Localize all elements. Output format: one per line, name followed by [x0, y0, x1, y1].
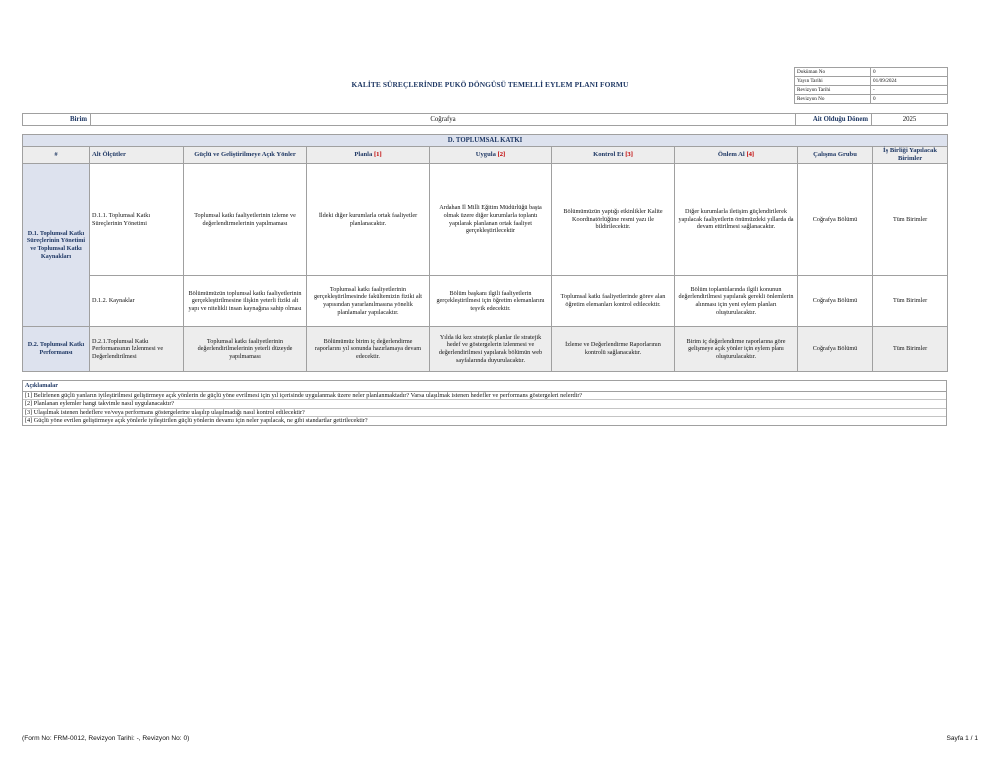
col-header-uygula — [430, 147, 552, 164]
planla-label: Planla — [354, 151, 373, 159]
onlem-cell: Birim iç değerlendirme raporlarına göre gelişmeye açık yönler için eylem planı oluşturulacaktır. — [675, 327, 798, 372]
onlem-cell: Bölüm toplantılarında ilgili konunun değerlendirilmesi yapılarak gerekli önlemlerin alınması için yeni eylem planları oluşturulacaktır. — [675, 276, 798, 327]
meta-value: - — [871, 86, 948, 95]
note-ref: [1] — [25, 391, 33, 399]
table-row — [23, 327, 948, 372]
meta-label: Doküman No — [795, 68, 871, 77]
kontrol-label: Kontrol Et — [593, 151, 624, 159]
kontrol-cell: Bölümümüzün yaptığı etkinlikler Kalite Koordinatörlüğüne resmi yazı ile bildirilecektir. — [552, 164, 675, 276]
kontrol-cell: İzleme ve Değerlendirme Raporlarının kontrolü sağlanacaktır. — [552, 327, 675, 372]
alt-olcut-cell: D.1.2. Kaynaklar — [90, 276, 184, 327]
col-header-alt: Alt Ölçütler — [90, 147, 184, 164]
uygula-label: Uygula — [475, 151, 496, 159]
table-row — [23, 276, 948, 327]
isbirligi-cell: Tüm Birimler — [873, 276, 948, 327]
onlem-ref: [4] — [746, 151, 755, 159]
action-plan-table — [22, 134, 948, 372]
guclu-cell: Toplumsal katkı faaliyetlerinin izleme ve değerlendirmelerinin yapılmaması — [184, 164, 307, 276]
col-header-grup: Çalışma Grubu — [798, 147, 873, 164]
meta-label: Revizyon Tarihi — [795, 86, 871, 95]
meta-value: 0 — [871, 68, 948, 77]
kontrol-cell: Toplumsal katkı faaliyetlerinde görev alan öğretim elemanları kontrol edilecektir. — [552, 276, 675, 327]
planla-cell: İldeki diğer kurumlarla ortak faaliyetler planlanacaktır. — [307, 164, 430, 276]
period-value: 2025 — [872, 114, 948, 126]
meta-value: 0 — [871, 95, 948, 104]
notes-title: Açıklamalar — [23, 381, 946, 392]
col-header-onlem — [675, 147, 798, 164]
unit-info-table — [22, 113, 948, 126]
grup-cell: Coğrafya Bölümü — [798, 164, 873, 276]
group-header-d2: D.2. Toplumsal Katkı Performansı — [23, 327, 90, 372]
notes-section — [22, 380, 947, 426]
uygula-cell: Bölüm başkanı ilgili faaliyetlerin gerçekleştirilmesi için öğretim elemanlarını teşvik edecektir. — [430, 276, 552, 327]
note-text: Belirlenen güçlü yanların iyileştirilmesi geliştirmeye açık yönlerin de güçlü yöne evrilmesi için yıl içerisinde uygulanmak üzere neler planlanmaktadır? Varsa ulaşılmak istenen hedefler ve performans göstergeleri nelerdir? — [33, 391, 583, 399]
onlem-cell: Diğer kurumlarla iletişim güçlendirilerek yapılacak faaliyetlerin önümüzdeki yıllarda da devam ettirilmesi sağlanacaktır. — [675, 164, 798, 276]
period-label: Ait Olduğu Dönem — [796, 114, 872, 126]
meta-label: Revizyon No — [795, 95, 871, 104]
planla-ref: [1] — [373, 151, 382, 159]
note-text: Planlanan eylemler hangi takvimle nasıl uygulanacaktır? — [33, 400, 175, 408]
note-ref: [2] — [25, 400, 33, 408]
section-title: D. TOPLUMSAL KATKI — [23, 135, 948, 147]
guclu-cell: Toplumsal katkı faaliyetlerinin değerlendirilmelerinin yeterli düzeyde yapılmaması — [184, 327, 307, 372]
meta-value: 01/09/2024 — [871, 77, 948, 86]
col-header-isbirligi: İş Birliği Yapılacak Birimler — [873, 147, 948, 164]
col-header-no: # — [23, 147, 90, 164]
meta-label: Yayın Tarihi — [795, 77, 871, 86]
birim-value: Coğrafya — [91, 114, 796, 126]
planla-cell: Toplumsal katkı faaliyetlerinin gerçekleştirilmesinde fakültemizin fiziki alt yapısından yararlanılmasına yönelik planlamalar yapılacaktır. — [307, 276, 430, 327]
col-header-guclu: Güçlü ve Geliştirilmeye Açık Yönler — [184, 147, 307, 164]
uygula-cell: Yılda iki kez stratejik planlar ile stratejik hedef ve göstergelerin izlenmesi ve değerlendirilmesi yapılarak bölümün web sayfalarında duyurulacaktır. — [430, 327, 552, 372]
col-header-kontrol — [552, 147, 675, 164]
form-title: KALİTE SÜREÇLERİNDE PUKÖ DÖNGÜSÜ TEMELLİ EYLEM PLANI FORMU — [351, 80, 629, 89]
group-header-d1: D.1. Toplumsal Katkı Süreçlerinin Yönetimi ve Toplumsal Katkı Kaynakları — [23, 164, 90, 327]
note-item — [23, 409, 946, 418]
document-meta-table — [794, 67, 948, 104]
note-text: Ulaşılmak istenen hedeflere ve/veya performans göstergelerine ulaşılıp ulaşılmadığı nasıl kontrol edilecektir? — [33, 408, 305, 416]
note-item — [23, 400, 946, 409]
onlem-label: Önlem Al — [717, 151, 745, 159]
isbirligi-cell: Tüm Birimler — [873, 327, 948, 372]
kontrol-ref: [3] — [625, 151, 633, 159]
col-header-planla — [307, 147, 430, 164]
note-ref: [4] — [25, 417, 33, 425]
planla-cell: Bölümümüz birim iç değerlendirme raporlarını yıl sonunda hazırlamaya devam edecektir. — [307, 327, 430, 372]
note-text: Güçlü yöne evrilen geliştirmeye açık yönlerle iyileştirilen güçlü yönlerin devamı için neler yapılacak, ne gibi standartlar getirilecektir? — [33, 417, 368, 425]
uygula-ref: [2] — [497, 151, 506, 159]
isbirligi-cell: Tüm Birimler — [873, 164, 948, 276]
grup-cell: Coğrafya Bölümü — [798, 276, 873, 327]
note-item — [23, 392, 946, 401]
grup-cell: Coğrafya Bölümü — [798, 327, 873, 372]
footer-form-info: (Form No: FRM-0012, Revizyon Tarihi: -, Revizyon No: 0) — [22, 735, 190, 742]
birim-label: Birim — [23, 114, 91, 126]
guclu-cell: Bölümümüzün toplumsal katkı faaliyetlerinin gerçekleştirilmesine ilişkin yeterli fiziki alt yapı ve nitelikli insan kaynağına sahip olması — [184, 276, 307, 327]
alt-olcut-cell: D.2.1.Toplumsal Katkı Performansının İzlenmesi ve Değerlendirilmesi — [90, 327, 184, 372]
alt-olcut-cell: D.1.1. Toplumsal Katkı Süreçlerinin Yönetimi — [90, 164, 184, 276]
table-row — [23, 164, 948, 276]
uygula-cell: Ardahan İl Milli Eğitim Müdürlüğü başta olmak üzere diğer kurumlarla toplantı yapılarak planlanan ortak faaliyet gerçekleştirilecektir — [430, 164, 552, 276]
note-ref: [3] — [25, 408, 33, 416]
note-item — [23, 417, 946, 425]
footer-page-number: Sayfa 1 / 1 — [946, 735, 978, 742]
